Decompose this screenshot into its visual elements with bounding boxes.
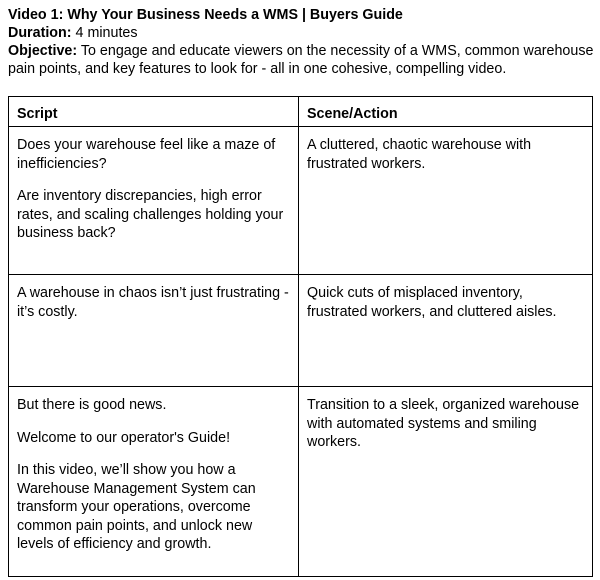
column-header-scene-action: Scene/Action xyxy=(299,97,593,127)
script-paragraph: Does your warehouse feel like a maze of inefficiencies? xyxy=(17,137,276,172)
duration-line xyxy=(8,24,594,42)
table-row xyxy=(9,127,593,275)
objective-value: To engage and educate viewers on the necessity of a WMS, common warehouse pain points, and key features to look for - all in one cohesive, compelling video. xyxy=(8,43,594,77)
scene-cell xyxy=(299,127,593,275)
duration-label: Duration: xyxy=(8,25,72,41)
script-paragraph: Welcome to our operator's Guide! xyxy=(17,429,231,446)
script-cell xyxy=(9,275,299,387)
script-cell xyxy=(9,387,299,577)
scene-cell xyxy=(299,275,593,387)
objective-label: Objective: xyxy=(8,43,78,59)
document-title: Video 1: Why Your Business Needs a WMS | Buyers Guide xyxy=(8,7,403,23)
script-cell xyxy=(9,127,299,275)
script-paragraph: In this video, we’ll show you how a Warehouse Management System can transform your operations, overcome common pain points, and unlock new levels of efficiency and growth. xyxy=(17,462,256,552)
scene-paragraph: Quick cuts of misplaced inventory, frustrated workers, and cluttered aisles. xyxy=(307,285,557,320)
script-paragraph: A warehouse in chaos isn’t just frustrating - it’s costly. xyxy=(17,285,289,320)
script-paragraph: Are inventory discrepancies, high error rates, and scaling challenges holding your business back? xyxy=(17,188,284,241)
table-header-row xyxy=(9,97,593,127)
script-table xyxy=(8,96,593,577)
scene-cell xyxy=(299,387,593,577)
duration-value: 4 minutes xyxy=(75,25,138,41)
table-row xyxy=(9,387,593,577)
scene-paragraph: Transition to a sleek, organized warehouse with automated systems and smiling workers. xyxy=(307,397,580,450)
scene-paragraph: A cluttered, chaotic warehouse with frustrated workers. xyxy=(307,137,532,172)
table-row xyxy=(9,275,593,387)
script-paragraph: But there is good news. xyxy=(17,397,167,413)
document-header xyxy=(8,6,594,78)
column-header-script: Script xyxy=(9,97,299,127)
objective-line xyxy=(8,42,594,78)
